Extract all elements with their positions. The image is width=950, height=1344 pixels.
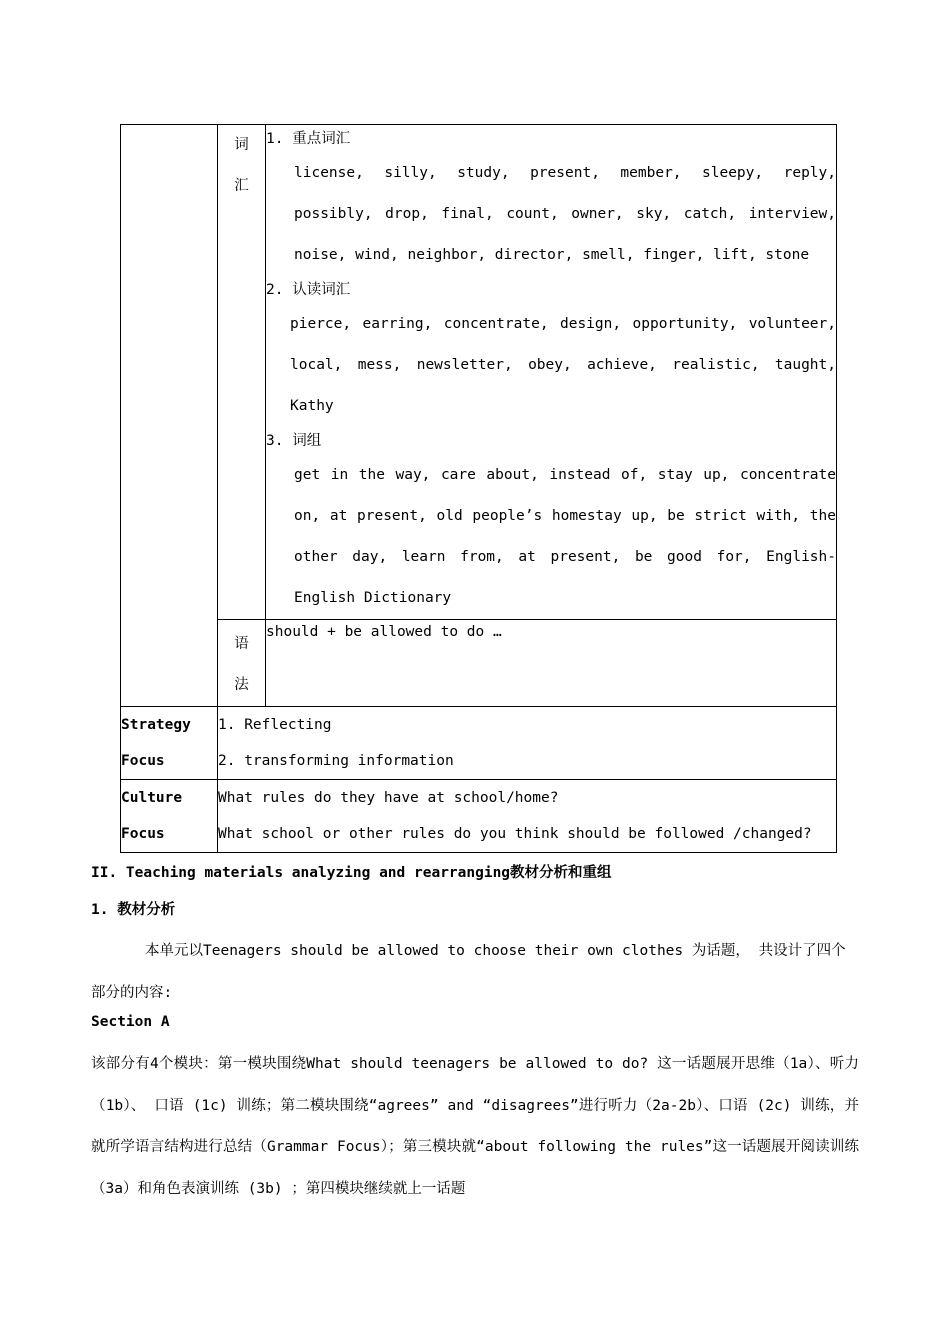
intro-paragraph: 本单元以Teenagers should be allowed to choose their own clothes 为话题， 共设计了四个部分的内容: xyxy=(91,943,846,1001)
strategy-content xyxy=(218,707,837,780)
vocabulary-row xyxy=(121,125,837,620)
culture-row xyxy=(121,780,837,853)
key-vocab-words: license, silly, study, present, member, sleepy, reply, possibly, drop, final, count, owner, sky, catch, interview, noise, wind, neighbor, director, smell, finger, lift, stone xyxy=(294,165,836,263)
culture-content xyxy=(218,780,837,853)
vocabulary-label-char-2: 汇 xyxy=(234,178,249,194)
empty-cell xyxy=(121,125,218,707)
phrases-words: get in the way, care about, instead of, stay up, concentrate on, at present, old people’s homestay up, be strict with, the other day, learn from, at present, be good for, English-English Dictionary xyxy=(294,467,836,606)
recog-vocab-words: pierce, earring, concentrate, design, opportunity, volunteer, local, mess, newsletter, obey, achieve, realistic, taught, Kathy xyxy=(290,316,836,414)
strategy-label xyxy=(121,707,218,780)
strategy-label-line-2: Focus xyxy=(121,753,165,769)
culture-item-2: What school or other rules do you think should be followed /changed? xyxy=(218,826,812,842)
strategy-item-2: 2. transforming information xyxy=(218,753,454,769)
culture-label-line-1: Culture xyxy=(121,790,183,806)
vocabulary-content xyxy=(266,125,837,620)
phrases-heading: 3. 词组 xyxy=(266,433,322,449)
strategy-item-1: 1. Reflecting xyxy=(218,717,332,733)
section-heading: II. Teaching materials analyzing and rearranging教材分析和重组 xyxy=(91,865,612,881)
culture-item-1: What rules do they have at school/home? xyxy=(218,790,559,806)
grammar-row xyxy=(121,620,837,707)
strategy-label-line-1: Strategy xyxy=(121,717,191,733)
strategy-row xyxy=(121,707,837,780)
vocabulary-label xyxy=(218,125,266,620)
key-vocab-heading: 1. 重点词汇 xyxy=(266,131,351,147)
culture-label-line-2: Focus xyxy=(121,826,165,842)
recog-vocab-heading: 2. 认读词汇 xyxy=(266,282,351,298)
grammar-content: should + be allowed to do … xyxy=(266,620,837,707)
grammar-label xyxy=(218,620,266,707)
section-a-title: Section A xyxy=(91,1014,170,1030)
vocabulary-label-char-1: 词 xyxy=(234,137,249,153)
culture-label xyxy=(121,780,218,853)
grammar-label-char-2: 法 xyxy=(234,677,249,693)
grammar-label-char-1: 语 xyxy=(234,636,249,652)
section-a-paragraph: 该部分有4个模块：第一模块围绕What should teenagers be allowed to do? 这一话题展开思维（1a）、听力（1b）、 口语 (1c) 训练；第二模块围绕“agrees” and “disagrees”进行听力（2a-2b）、口语 (2c) 训练，并就所学语言结构进行总结（Grammar Focus）；第三模块就“about following the rules”这一话题展开阅读训练（3a）和角色表演训练 (3b) ；第四模块继续就上一话题 xyxy=(91,1056,859,1197)
sub-heading: 1. 教材分析 xyxy=(91,902,176,918)
unit-content-table xyxy=(120,124,837,853)
